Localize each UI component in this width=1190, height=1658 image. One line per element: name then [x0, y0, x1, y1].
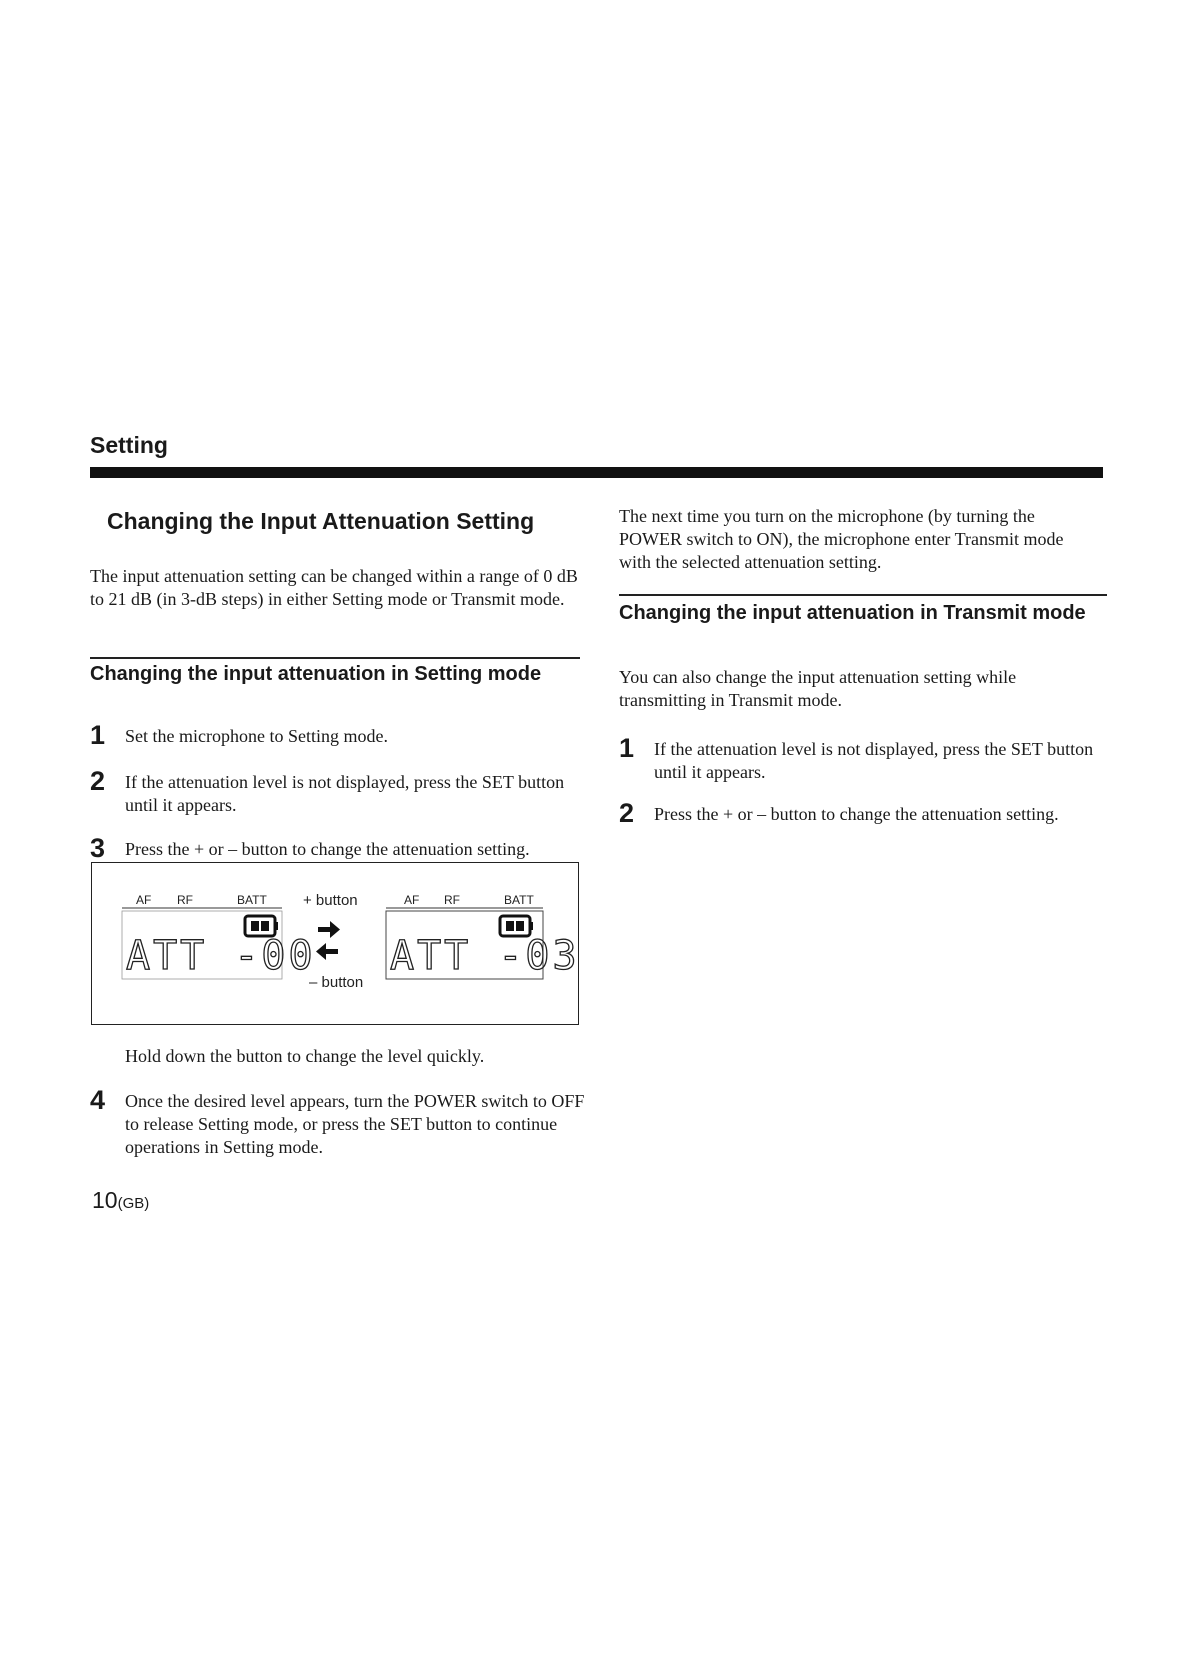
step-number: 2 — [90, 766, 106, 796]
intro-paragraph: The input attenuation setting can be changed within a range of 0 dB to 21 dB (in 3-dB steps) in either Setting mode or Transmit mode. — [90, 566, 578, 609]
transmit-step-1 — [619, 735, 1099, 784]
minus-button-label: – button — [309, 974, 364, 991]
step-number: 3 — [90, 833, 106, 863]
hold-button-note: Hold down the button to change the level quickly. — [125, 1046, 485, 1066]
step-number: 1 — [619, 733, 635, 763]
setting-step-4 — [90, 1087, 585, 1159]
left-rf-label: RF — [177, 893, 193, 907]
setting-step-3 — [90, 835, 590, 862]
right-arrow-icon — [318, 921, 340, 938]
step-number: 1 — [90, 720, 106, 750]
setting-step-2 — [90, 768, 585, 817]
section-divider-bar — [90, 467, 1103, 478]
right-af-label: AF — [404, 893, 420, 907]
setting-mode-heading: Changing the input attenuation in Setting mode — [90, 663, 542, 685]
setting-step-1 — [90, 722, 585, 749]
transmit-mode-paragraph: You can also change the input attenuation setting while transmitting in Transmit mode. — [619, 667, 1017, 710]
step-text: Set the microphone to Setting mode. — [125, 726, 388, 746]
lcd-diagram — [91, 862, 579, 1025]
step-text: Press the + or – button to change the attenuation setting. — [654, 804, 1059, 824]
plus-button-label: + button — [303, 892, 358, 909]
left-lcd-readout: ATT -00 — [126, 933, 316, 979]
page-number-main: 10 — [92, 1187, 118, 1213]
left-arrow-icon — [316, 943, 338, 960]
page-number-suffix: (GB) — [117, 1195, 150, 1212]
step-text: If the attenuation level is not displayed, press the SET button until it appears. — [125, 772, 565, 815]
left-batt-label: BATT — [237, 893, 267, 907]
subsection-rule — [619, 594, 1107, 596]
step-text: Once the desired level appears, turn the POWER switch to OFF to release Setting mode, or press the SET button to continue operations in Setting mode. — [125, 1091, 585, 1157]
main-heading: Changing the Input Attenuation Setting — [107, 508, 535, 534]
step-number: 4 — [90, 1085, 106, 1115]
step-text: If the attenuation level is not displayed, press the SET button until it appears. — [654, 739, 1094, 782]
transmit-step-2 — [619, 800, 1119, 827]
transmit-intro-paragraph: The next time you turn on the microphone (by turning the POWER switch to ON), the microphone enter Transmit mode with the selected attenuation setting. — [619, 506, 1064, 572]
section-title: Setting — [90, 432, 168, 458]
step-text: Press the + or – button to change the attenuation setting. — [125, 839, 530, 859]
left-af-label: AF — [136, 893, 152, 907]
right-batt-label: BATT — [504, 893, 534, 907]
transmit-mode-heading: Changing the input attenuation in Transmit mode — [619, 602, 1086, 624]
right-lcd-readout: ATT -03 — [390, 933, 580, 979]
right-rf-label: RF — [444, 893, 460, 907]
step-number: 2 — [619, 798, 635, 828]
page-number — [92, 1187, 149, 1214]
lcd-diagram-graphic — [92, 863, 580, 1026]
subsection-rule — [90, 657, 580, 659]
